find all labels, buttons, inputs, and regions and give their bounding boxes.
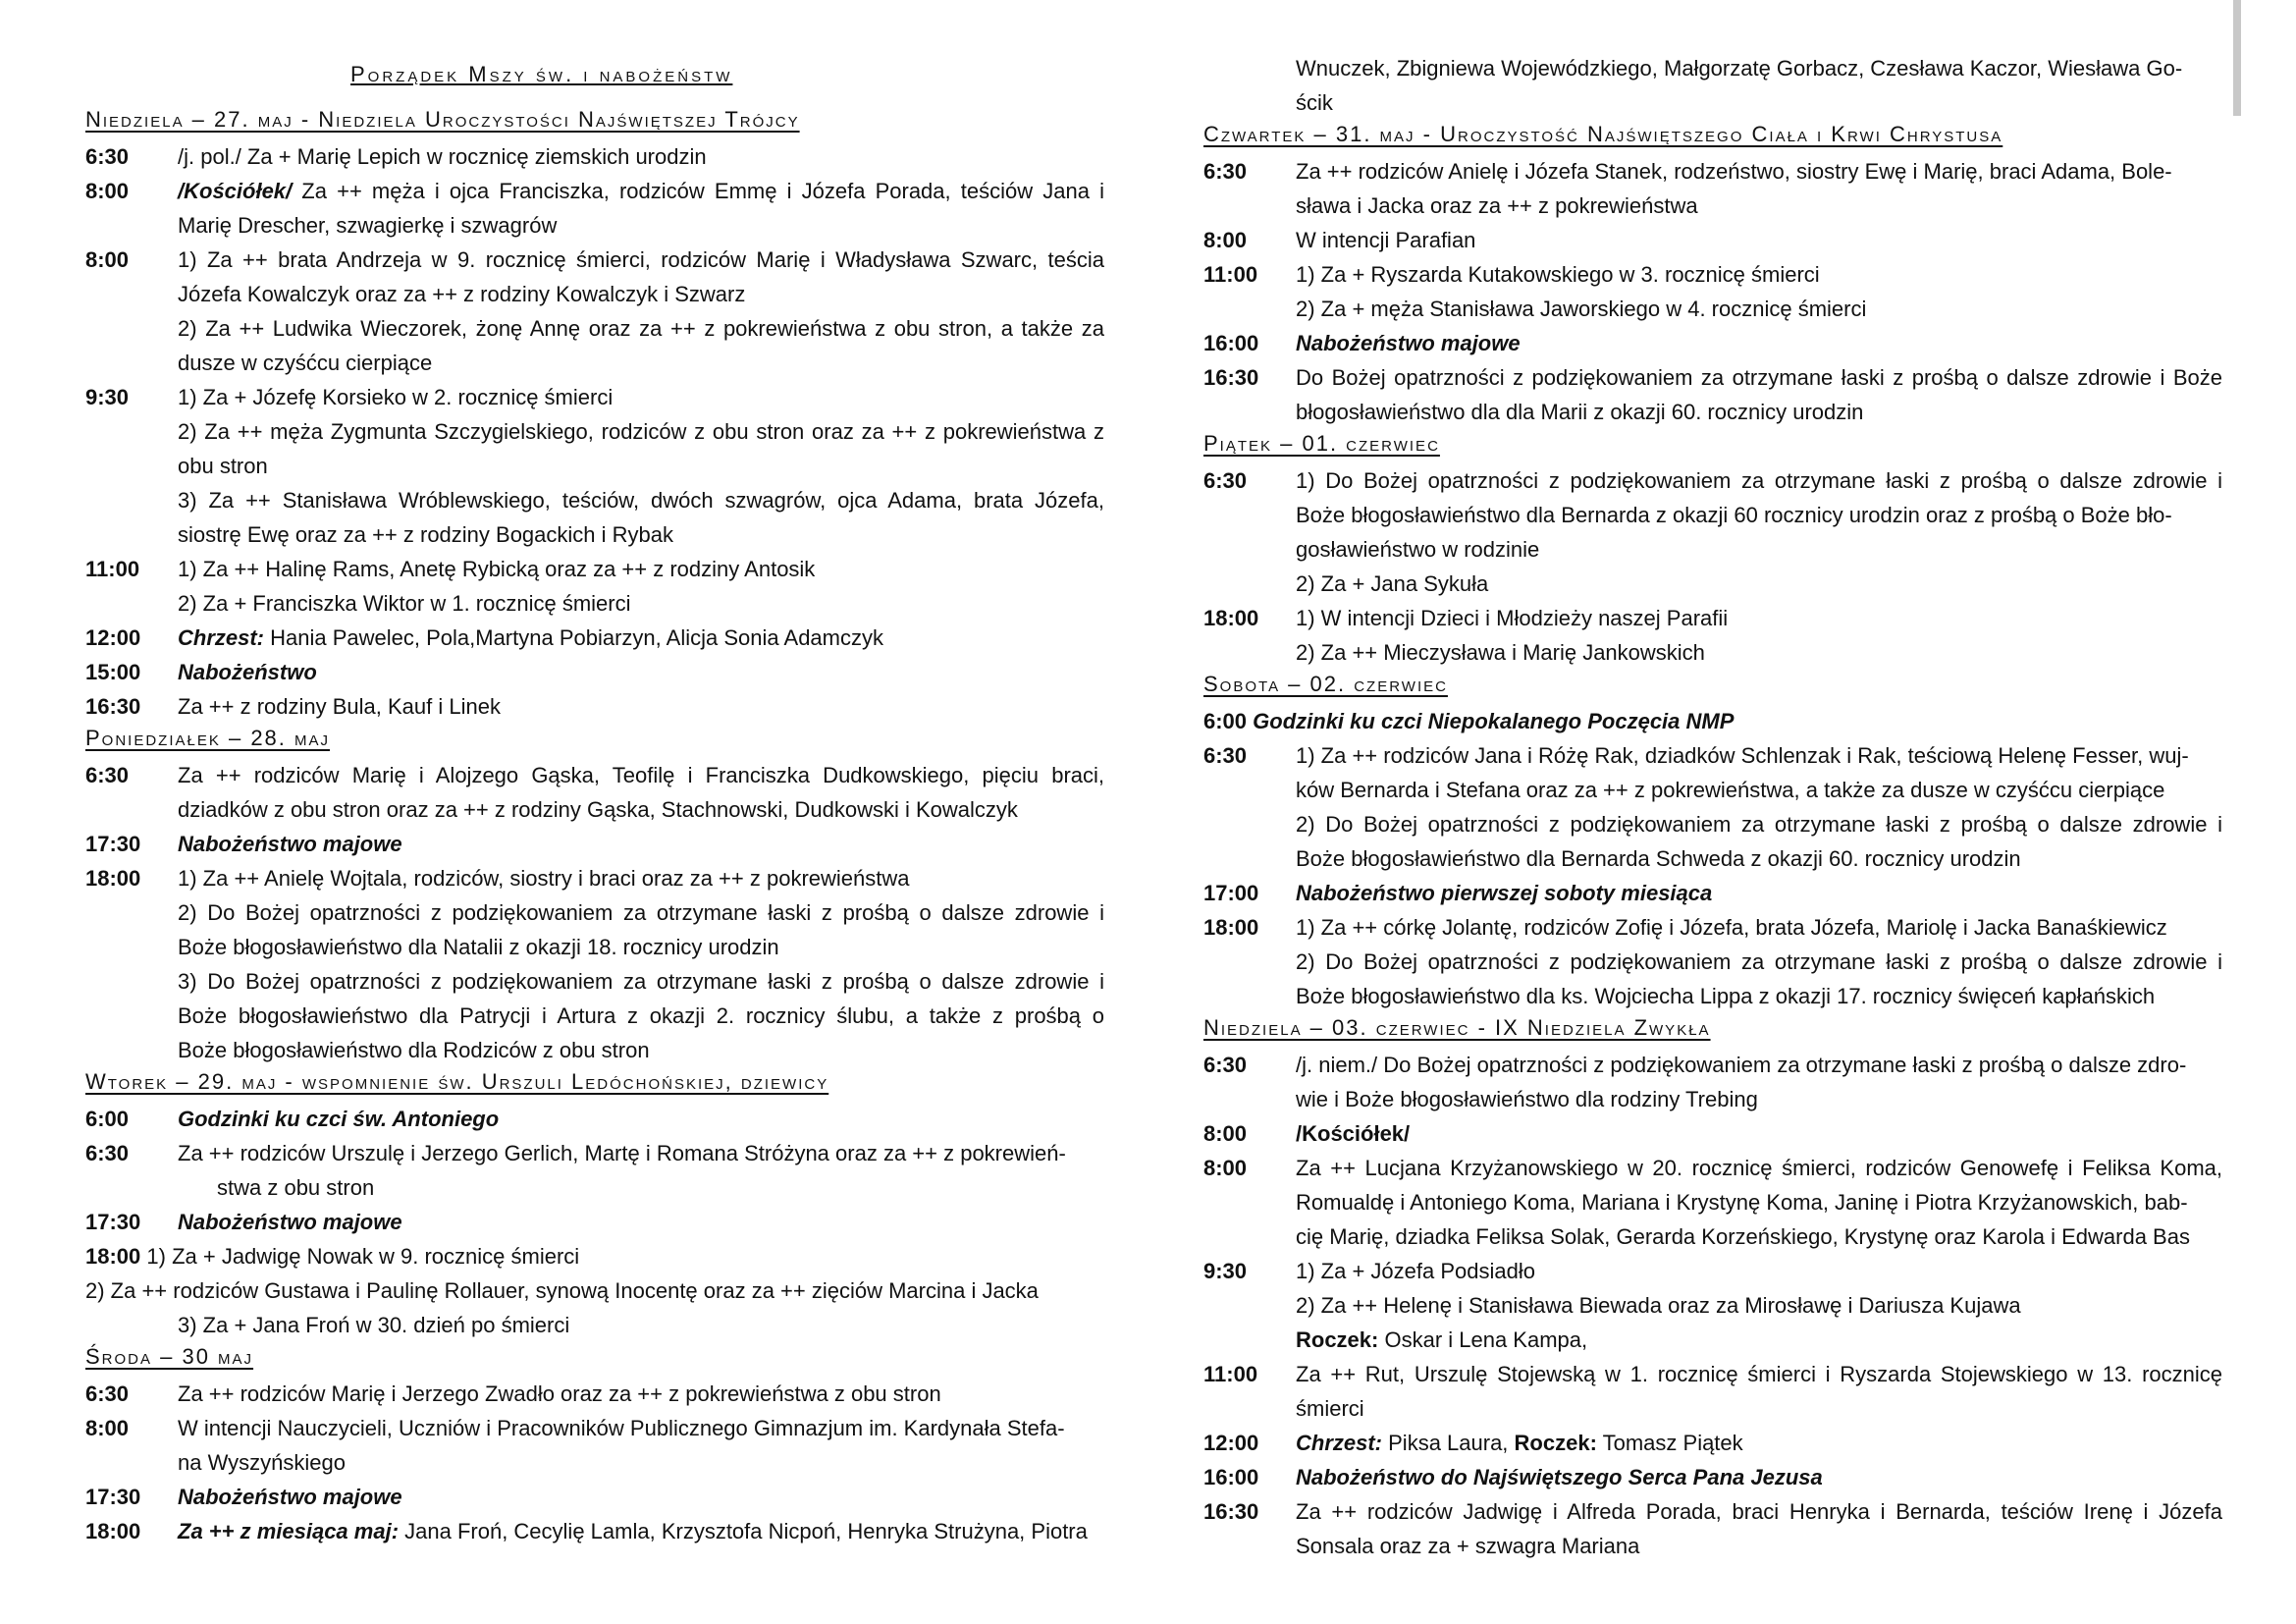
schedule-row bbox=[85, 414, 1104, 449]
schedule-row bbox=[1203, 1426, 2222, 1460]
schedule-row bbox=[85, 1033, 1104, 1067]
bold-label: Roczek: bbox=[1296, 1327, 1379, 1352]
schedule-row bbox=[1203, 1048, 2222, 1082]
intention-text: dusze w czyśćcu cierpiące bbox=[178, 351, 433, 375]
highlighted-text: Nabożeństwo majowe bbox=[1296, 331, 1521, 355]
schedule-row bbox=[85, 1514, 1104, 1548]
schedule-row bbox=[1203, 910, 2222, 945]
intention-text: 2) Za + Jana Sykuła bbox=[1296, 571, 1489, 596]
mass-time: 18:00 bbox=[85, 866, 141, 891]
schedule-row bbox=[1203, 532, 2222, 567]
schedule-row bbox=[85, 174, 1104, 208]
schedule-row bbox=[85, 930, 1104, 964]
schedule-row bbox=[85, 1205, 1104, 1239]
schedule-row bbox=[85, 964, 1104, 999]
schedule-row bbox=[85, 449, 1104, 483]
schedule-row bbox=[85, 621, 1104, 655]
intention-text: /j. pol./ Za + Marię Lepich w rocznicę ziemskich urodzin bbox=[178, 144, 707, 169]
schedule-row bbox=[85, 861, 1104, 895]
schedule-row bbox=[85, 483, 1104, 517]
mass-time: 12:00 bbox=[85, 625, 141, 650]
scrollbar-thumb[interactable] bbox=[2233, 0, 2241, 116]
mass-time: 16:30 bbox=[1203, 365, 1259, 390]
intention-text: śmierci bbox=[1296, 1396, 1364, 1421]
schedule-row bbox=[85, 243, 1104, 277]
highlighted-text: Chrzest: bbox=[1296, 1431, 1383, 1455]
intention-text: Za ++ rodziców Anielę i Józefa Stanek, rodzeństwo, siostry Ewę i Marię, braci Adama, Bole- bbox=[1296, 159, 2172, 184]
schedule-row bbox=[1203, 189, 2222, 223]
schedule-row bbox=[85, 1377, 1104, 1411]
day-heading: Piątek – 01. czerwiec bbox=[1203, 431, 1440, 456]
schedule-row bbox=[1203, 257, 2222, 292]
mass-time: 11:00 bbox=[1203, 1362, 1258, 1386]
intention-text: W intencji Nauczycieli, Uczniów i Pracowników Publicznego Gimnazjum im. Kardynała Stefa- bbox=[178, 1416, 1065, 1440]
schedule-row bbox=[85, 277, 1104, 311]
schedule-row bbox=[1203, 567, 2222, 601]
schedule-row bbox=[85, 999, 1104, 1033]
schedule-row bbox=[1203, 1529, 2222, 1563]
schedule-row bbox=[85, 1308, 1104, 1342]
intention-text: sława i Jacka oraz za ++ z pokrewieństwa bbox=[1296, 193, 1698, 218]
schedule-row bbox=[1203, 326, 2222, 360]
intention-text: cię Marię, dziadka Feliksa Solak, Gerarda Korzeńskiego, Krystynę oraz Karola i Edwarda Bas bbox=[1296, 1224, 2190, 1249]
mass-time: 9:30 bbox=[1203, 1259, 1248, 1283]
schedule-row bbox=[85, 552, 1104, 586]
intention-text: Za ++ z rodziny Bula, Kauf i Linek bbox=[178, 694, 501, 719]
intention-text: 1) Za + Józefę Korsieko w 2. rocznicę śmierci bbox=[178, 385, 614, 409]
schedule-row bbox=[1203, 945, 2222, 979]
highlighted-text: Nabożeństwo majowe bbox=[178, 1210, 402, 1234]
day-heading: Niedziela – 27. maj - Niedziela Uroczystości Najświętszej Trójcy bbox=[85, 107, 800, 132]
intention-text: 1) Do Bożej opatrzności z podziękowaniem za otrzymane łaski z prośbą o dalsze zdrowie i bbox=[1296, 468, 2222, 493]
intention-text bbox=[178, 1480, 1104, 1514]
schedule-row bbox=[1203, 1460, 2222, 1494]
schedule-row bbox=[85, 655, 1104, 689]
schedule-row bbox=[1203, 360, 2222, 395]
schedule-row bbox=[85, 792, 1104, 827]
intention-text: Za ++ rodziców Urszulę i Jerzego Gerlich, Martę i Romana Stróżyna oraz za ++ z pokrewień- bbox=[178, 1141, 1066, 1165]
bold-label: /Kościółek/ bbox=[1296, 1121, 1411, 1146]
mass-time: 11:00 bbox=[1203, 262, 1258, 287]
mass-time: 8:00 bbox=[85, 247, 130, 272]
schedule-row bbox=[85, 1480, 1104, 1514]
schedule-row bbox=[85, 1136, 1104, 1170]
mass-time: 9:30 bbox=[85, 385, 130, 409]
schedule-row bbox=[1203, 292, 2222, 326]
highlighted-text: Godzinki ku czci św. Antoniego bbox=[178, 1107, 500, 1131]
day-heading: Środa – 30 maj bbox=[85, 1344, 254, 1369]
mass-time: 8:00 bbox=[1203, 1121, 1248, 1146]
mass-time: 18:00 bbox=[85, 1519, 141, 1543]
highlighted-text: Godzinki ku czci Niepokalanego Poczęcia NMP bbox=[1247, 709, 1735, 733]
schedule-row bbox=[1203, 223, 2222, 257]
mass-time: 17:00 bbox=[1203, 881, 1259, 905]
intention-text: Romualdę i Antoniego Koma, Mariana i Krystynę Koma, Janinę i Piotra Krzyżanowskich, bab- bbox=[1296, 1190, 2188, 1215]
intention-text: 1) Za + Jadwigę Nowak w 9. rocznicę śmierci bbox=[140, 1244, 580, 1269]
mass-time: 8:00 bbox=[85, 1416, 130, 1440]
mass-time: 15:00 bbox=[85, 660, 141, 684]
intention-text: ścik bbox=[1296, 90, 1333, 115]
intention-text: 1) Za ++ Halinę Rams, Anetę Rybicką oraz za ++ z rodziny Antosik bbox=[178, 557, 816, 581]
highlighted-text: Nabożeństwo majowe bbox=[178, 832, 402, 856]
schedule-row bbox=[85, 311, 1104, 346]
mass-time: 6:30 bbox=[1203, 1053, 1248, 1077]
mass-time: 16:30 bbox=[1203, 1499, 1259, 1524]
intention-text: 1) Za + Józefa Podsiadło bbox=[1296, 1259, 1535, 1283]
intention-text: 2) Za ++ rodziców Gustawa i Paulinę Rollauer, synową Inocentę oraz za ++ zięciów Marcina i Jacka bbox=[85, 1278, 1039, 1303]
intention-text: Boże błogosławieństwo dla Rodziców z obu stron bbox=[178, 1038, 650, 1062]
mass-time: 16:00 bbox=[1203, 331, 1259, 355]
intention-text: Boże błogosławieństwo dla Natalii z okazji 18. rocznicy urodzin bbox=[178, 935, 779, 959]
mass-time: 6:30 bbox=[85, 1381, 130, 1406]
intention-text: 1) W intencji Dzieci i Młodzieży naszej Parafii bbox=[1296, 606, 1729, 630]
intention-text: 1) Za ++ brata Andrzeja w 9. rocznicę śmierci, rodziców Marię i Władysława Szwarc, teścia bbox=[178, 247, 1104, 272]
schedule-row bbox=[1203, 1288, 2222, 1323]
schedule-row bbox=[1203, 1357, 2222, 1391]
highlighted-text: Nabożeństwo bbox=[178, 660, 317, 684]
intention-text: Za ++ Lucjana Krzyżanowskiego w 20. rocznicę śmierci, rodziców Genowefę i Feliksa Koma, bbox=[1296, 1156, 2222, 1180]
intention-text: 2) Za + męża Stanisława Jaworskiego w 4. rocznicę śmierci bbox=[1296, 297, 1867, 321]
bold-label: Roczek: bbox=[1514, 1431, 1597, 1455]
intention-text: Do Bożej opatrzności z podziękowaniem za otrzymane łaski z prośbą o dalsze zdrowie i Boże bbox=[1296, 365, 2222, 390]
schedule-row bbox=[1203, 773, 2222, 807]
intention-text: na Wyszyńskiego bbox=[178, 1450, 346, 1475]
intention-text: 2) Za ++ Mieczysława i Marię Jankowskich bbox=[1296, 640, 1705, 665]
intention-text bbox=[178, 655, 1104, 689]
intention-text: Za ++ rodziców Jadwigę i Alfreda Porada, braci Henryka i Bernarda, teściów Irenę i Józefa bbox=[1296, 1499, 2222, 1524]
intention-text bbox=[1296, 1460, 2222, 1494]
schedule-row bbox=[1203, 1323, 2222, 1357]
intention-text: 1) Za ++ Anielę Wojtala, rodziców, siostry i braci oraz za ++ z pokrewieństwa bbox=[178, 866, 910, 891]
intention-text: /Kościółek/ Za ++ męża i ojca Franciszka, rodziców Emmę i Józefa Porada, teściów Jana i bbox=[178, 179, 1104, 203]
intention-text: ków Bernarda i Stefana oraz za ++ z pokrewieństwa, a także za dusze w czyśćcu cierpiące bbox=[1296, 778, 2165, 802]
intention-text: Za ++ z miesiąca maj: Jana Froń, Cecylię Lamla, Krzysztofa Nicpoń, Henryka Strużyna, Piotra bbox=[178, 1519, 1088, 1543]
day-heading: Wtorek – 29. maj - wspomnienie św. Urszuli Ledóchońskiej, dziewicy bbox=[85, 1069, 829, 1094]
schedule-row bbox=[1203, 463, 2222, 498]
intention-text: Roczek: Oskar i Lena Kampa, bbox=[1296, 1327, 1588, 1352]
schedule-row bbox=[1203, 1219, 2222, 1254]
schedule-row bbox=[1203, 395, 2222, 429]
day-heading: Sobota – 02. czerwiec bbox=[1203, 672, 1448, 696]
mass-time: 6:30 bbox=[1203, 159, 1248, 184]
highlighted-text: Nabożeństwo majowe bbox=[178, 1485, 402, 1509]
intention-text: 2) Do Bożej opatrzności z podziękowaniem za otrzymane łaski z prośbą o dalsze zdrowie i bbox=[178, 900, 1104, 925]
intention-text: 2) Do Bożej opatrzności z podziękowaniem za otrzymane łaski z prośbą o dalsze zdrowie i bbox=[1296, 812, 2222, 837]
intention-text bbox=[178, 827, 1104, 861]
schedule-row bbox=[85, 1102, 1104, 1136]
intention-text: 2) Do Bożej opatrzności z podziękowaniem za otrzymane łaski z prośbą o dalsze zdrowie i bbox=[1296, 949, 2222, 974]
intention-text: gosławieństwo w rodzinie bbox=[1296, 537, 1540, 562]
intention-text bbox=[1296, 326, 2222, 360]
intention-text: W intencji Parafian bbox=[1296, 228, 1476, 252]
schedule-row bbox=[1203, 704, 2222, 738]
schedule-row bbox=[85, 1239, 1104, 1273]
intention-text: 2) Za ++ Helenę i Stanisława Biewada oraz za Mirosławę i Dariusza Kujawa bbox=[1296, 1293, 2021, 1318]
schedule-row bbox=[1203, 1185, 2222, 1219]
intention-text: wie i Boże błogosławieństwo dla rodziny Trebing bbox=[1296, 1087, 1758, 1111]
mass-time: 18:00 bbox=[85, 1244, 141, 1269]
schedule-row bbox=[85, 758, 1104, 792]
intention-text: 3) Do Bożej opatrzności z podziękowaniem za otrzymane łaski z prośbą o dalsze zdrowie i bbox=[178, 969, 1104, 994]
intention-text: Józefa Kowalczyk oraz za ++ z rodziny Kowalczyk i Szwarz bbox=[178, 282, 746, 306]
intention-text bbox=[1296, 876, 2222, 910]
mass-time: 6:30 bbox=[1203, 468, 1248, 493]
highlighted-text: Za ++ z miesiąca maj: bbox=[178, 1519, 400, 1543]
schedule-row bbox=[1203, 51, 2222, 85]
mass-time: 18:00 bbox=[1203, 915, 1259, 940]
intention-text: 3) Za + Jana Froń w 30. dzień po śmierci bbox=[178, 1313, 570, 1337]
document-title: Porządek Mszy św. i nabożeństw bbox=[350, 62, 733, 86]
highlighted-text: /Kościółek/ bbox=[178, 179, 293, 203]
schedule-row bbox=[85, 689, 1104, 724]
mass-time: 8:00 bbox=[85, 179, 130, 203]
intention-text: 1) Za ++ rodziców Jana i Różę Rak, dziadków Schlenzak i Rak, teściową Helenę Fesser, wuj- bbox=[1296, 743, 2189, 768]
intention-text: 2) Za ++ Ludwika Wieczorek, żonę Annę oraz za ++ z pokrewieństwa z obu stron, a także za bbox=[178, 316, 1104, 341]
intention-text: dziadków z obu stron oraz za ++ z rodziny Gąska, Stachnowski, Dudkowski i Kowalczyk bbox=[178, 797, 1018, 822]
schedule-row bbox=[85, 380, 1104, 414]
mass-time: 6:30 bbox=[85, 1141, 130, 1165]
schedule-row bbox=[1203, 807, 2222, 841]
intention-text bbox=[178, 1102, 1104, 1136]
mass-time: 8:00 bbox=[1203, 1156, 1248, 1180]
intention-text: Chrzest: Hania Pawelec, Pola,Martyna Pobiarzyn, Alicja Sonia Adamczyk bbox=[178, 625, 883, 650]
mass-time: 17:30 bbox=[85, 832, 141, 856]
schedule-row bbox=[1203, 601, 2222, 635]
day-heading: Niedziela – 03. czerwiec - IX Niedziela Zwykła bbox=[1203, 1015, 1711, 1040]
schedule-row bbox=[85, 139, 1104, 174]
intention-text: Za ++ rodziców Marię i Jerzego Zwadło oraz za ++ z pokrewieństwa z obu stron bbox=[178, 1381, 941, 1406]
intention-text: /j. niem./ Do Bożej opatrzności z podziękowaniem za otrzymane łaski z prośbą o dalsze zdro- bbox=[1296, 1053, 2187, 1077]
schedule-row bbox=[1203, 979, 2222, 1013]
highlighted-text: Nabożeństwo pierwszej soboty miesiąca bbox=[1296, 881, 1713, 905]
intention-text: Za ++ rodziców Marię i Alojzego Gąska, Teofilę i Franciszka Dudkowskiego, pięciu braci, bbox=[178, 763, 1104, 787]
schedule-row bbox=[85, 586, 1104, 621]
mass-time: 17:30 bbox=[85, 1485, 141, 1509]
intention-text: Boże błogosławieństwo dla Patrycji i Artura z okazji 2. rocznicy ślubu, a także z prośbą o bbox=[178, 1003, 1104, 1028]
mass-time: 6:30 bbox=[85, 763, 130, 787]
mass-time: 18:00 bbox=[1203, 606, 1259, 630]
day-heading: Poniedziałek – 28. maj bbox=[85, 726, 331, 750]
mass-time: 8:00 bbox=[1203, 228, 1248, 252]
intention-text: Boże błogosławieństwo dla Bernarda Schweda z okazji 60. rocznicy urodzin bbox=[1296, 846, 2021, 871]
schedule-row bbox=[1203, 1151, 2222, 1185]
intention-text bbox=[178, 1205, 1104, 1239]
intention-text: 2) Za + Franciszka Wiktor w 1. rocznicę śmierci bbox=[178, 591, 631, 616]
intention-text: 1) Za + Ryszarda Kutakowskiego w 3. rocznicę śmierci bbox=[1296, 262, 1820, 287]
schedule-row bbox=[85, 1273, 1104, 1308]
mass-time: 11:00 bbox=[85, 557, 140, 581]
intention-text: Boże błogosławieństwo dla ks. Wojciecha Lippa z okazji 17. rocznicy święceń kapłańskich bbox=[1296, 984, 2156, 1008]
schedule-row bbox=[1203, 498, 2222, 532]
schedule-row bbox=[85, 346, 1104, 380]
intention-text: Sonsala oraz za + szwagra Mariana bbox=[1296, 1534, 1640, 1558]
intention-text: Marię Drescher, szwagierkę i szwagrów bbox=[178, 213, 558, 238]
intention-text: Chrzest: Piksa Laura, Roczek: Tomasz Piątek bbox=[1296, 1431, 1743, 1455]
schedule-row bbox=[1203, 1254, 2222, 1288]
schedule-row bbox=[85, 1445, 1104, 1480]
schedule-row bbox=[1203, 841, 2222, 876]
intention-text: siostrę Ewę oraz za ++ z rodziny Bogackich i Rybak bbox=[178, 522, 674, 547]
intention-text: Za ++ Rut, Urszulę Stojewską w 1. rocznicę śmierci i Ryszarda Stojewskiego w 13. rocznicę bbox=[1296, 1362, 2222, 1386]
schedule-row bbox=[1203, 876, 2222, 910]
intention-text: błogosławieństwo dla dla Marii z okazji 60. rocznicy urodzin bbox=[1296, 400, 1864, 424]
mass-time: 6:30 bbox=[1203, 743, 1248, 768]
mass-time: 6:00 bbox=[1203, 709, 1248, 733]
intention-text: Wnuczek, Zbigniewa Wojewódzkiego, Małgorzatę Gorbacz, Czesława Kaczor, Wiesława Go- bbox=[1296, 56, 2183, 81]
intention-text: stwa z obu stron bbox=[217, 1175, 375, 1200]
intention-text: Boże błogosławieństwo dla Bernarda z okazji 60 rocznicy urodzin oraz z prośbą o Boże bło- bbox=[1296, 503, 2172, 527]
mass-time: 16:30 bbox=[85, 694, 141, 719]
mass-time: 16:00 bbox=[1203, 1465, 1259, 1489]
highlighted-text: Nabożeństwo do Najświętszego Serca Pana Jezusa bbox=[1296, 1465, 1823, 1489]
intention-text bbox=[1296, 1116, 2222, 1151]
schedule-row bbox=[1203, 1494, 2222, 1529]
schedule-row bbox=[85, 208, 1104, 243]
schedule-row bbox=[85, 895, 1104, 930]
intention-text: 3) Za ++ Stanisława Wróblewskiego, teściów, dwóch szwagrów, ojca Adama, brata Józefa, bbox=[178, 488, 1104, 513]
schedule-row bbox=[1203, 1116, 2222, 1151]
intention-text: obu stron bbox=[178, 454, 268, 478]
intention-text: 1) Za ++ córkę Jolantę, rodziców Zofię i Józefa, brata Józefa, Mariolę i Jacka Banaśkiewicz bbox=[1296, 915, 2167, 940]
highlighted-text: Chrzest: bbox=[178, 625, 265, 650]
mass-time: 6:00 bbox=[85, 1107, 130, 1131]
schedule-row bbox=[85, 1170, 1104, 1205]
mass-time: 17:30 bbox=[85, 1210, 141, 1234]
schedule-row bbox=[1203, 738, 2222, 773]
schedule-row bbox=[85, 827, 1104, 861]
mass-time: 12:00 bbox=[1203, 1431, 1259, 1455]
schedule-row bbox=[85, 517, 1104, 552]
schedule-row bbox=[85, 1411, 1104, 1445]
schedule-row bbox=[1203, 1082, 2222, 1116]
mass-time: 6:30 bbox=[85, 144, 130, 169]
intention-text: 2) Za ++ męża Zygmunta Szczygielskiego, rodziców z obu stron oraz za ++ z pokrewieństwa z bbox=[178, 419, 1104, 444]
schedule-row bbox=[1203, 635, 2222, 670]
day-heading: Czwartek – 31. maj - Uroczystość Najświętszego Ciała i Krwi Chrystusa bbox=[1203, 122, 2003, 146]
schedule-row bbox=[1203, 1391, 2222, 1426]
schedule-row bbox=[1203, 85, 2222, 120]
schedule-row bbox=[1203, 154, 2222, 189]
